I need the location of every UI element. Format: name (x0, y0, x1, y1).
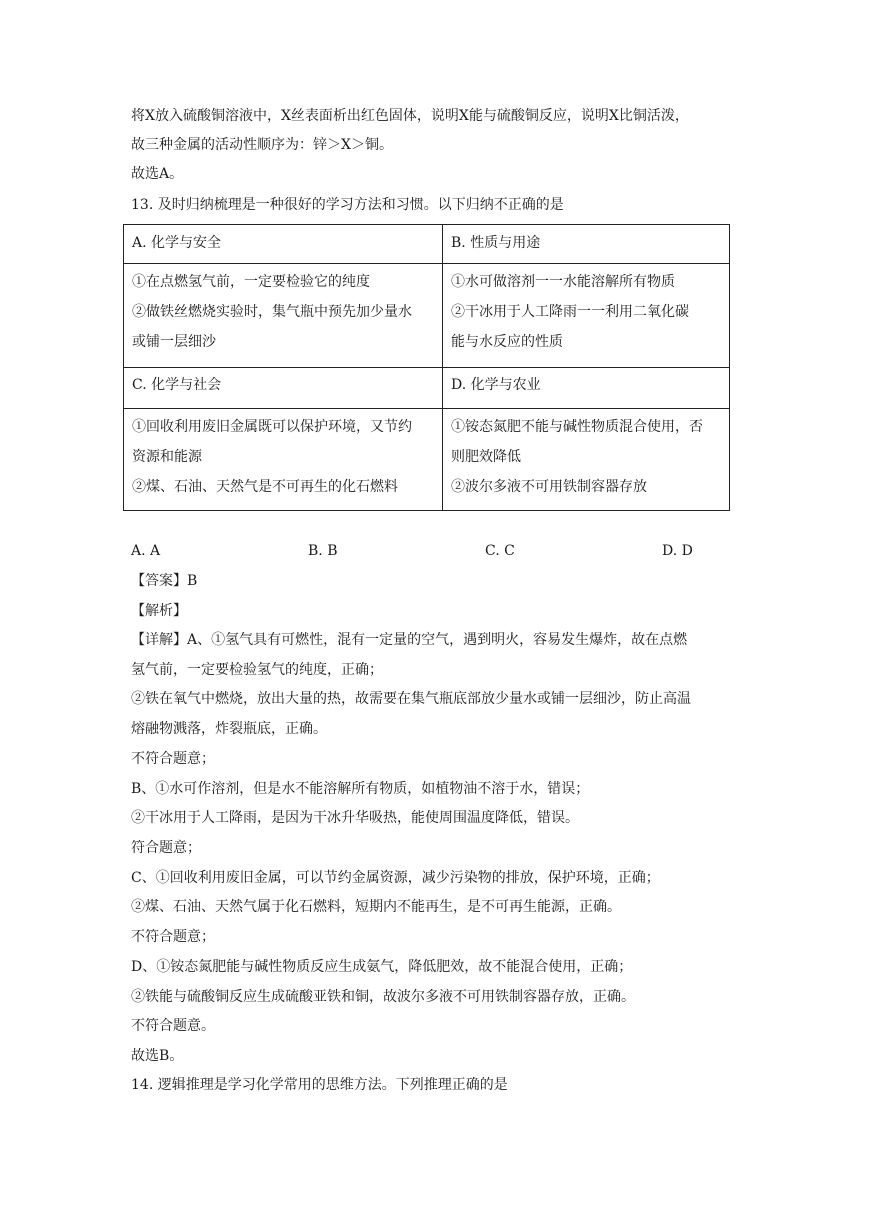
table-cell-b-content (443, 264, 731, 367)
question-13-stem: 13. 及时归纳梳理是一种很好的学习方法和习惯。以下归纳不正确的是 (131, 197, 564, 213)
option-a: A. A (131, 543, 161, 559)
table-cell-b-title (443, 225, 731, 263)
table-cell-text: B. 性质与用途 (451, 235, 541, 251)
table-cell-text: 资源和能源 (132, 449, 202, 465)
explanation-line: 不符合题意。 (131, 1018, 215, 1034)
table-cell-d-title (443, 368, 731, 408)
option-d: D. D (662, 543, 693, 559)
table-cell-text: C. 化学与社会 (132, 377, 222, 393)
table-cell-text: D. 化学与农业 (451, 377, 541, 393)
option-c: C. C (485, 543, 515, 559)
intro-line: 故三种金属的活动性顺序为：锌＞X＞铜。 (131, 137, 393, 153)
table-cell-text: A. 化学与安全 (132, 235, 222, 251)
explanation-line: 熔融物溅落，炸裂瓶底，正确。 (131, 721, 327, 737)
explanation-line: 氢气前，一定要检验氢气的纯度，正确； (131, 662, 383, 678)
explanation-line: D、①铵态氮肥能与碱性物质反应生成氨气，降低肥效，故不能混合使用，正确； (131, 959, 633, 975)
explanation-line: B、①水可作溶剂，但是水不能溶解所有物质，如植物油不溶于水，错误； (131, 781, 590, 797)
table-cell-text: ①回收利用废旧金属既可以保护环境，又节约 (132, 419, 412, 435)
analysis-label: 【解析】 (131, 603, 187, 619)
explanation-line: 不符合题意； (131, 751, 215, 767)
intro-line: 故选A。 (131, 166, 184, 182)
explanation-line: 不符合题意； (131, 929, 215, 945)
table-cell-d-content (443, 409, 731, 511)
option-b: B. B (308, 543, 338, 559)
table-cell-text: 能与水反应的性质 (451, 334, 563, 350)
explanation-line: 【详解】A、①氢气具有可燃性，混有一定量的空气，遇到明火，容易发生爆炸，故在点燃 (131, 632, 688, 648)
table-cell-text: ①水可做溶剂一一水能溶解所有物质 (451, 274, 675, 290)
explanation-line: ②铁能与硫酸铜反应生成硫酸亚铁和铜，故波尔多液不可用铁制容器存放，正确。 (131, 989, 635, 1005)
intro-line: 将X放入硫酸铜溶液中，X丝表面析出红色固体，说明X能与硫酸铜反应，说明X比铜活泼， (131, 108, 689, 124)
table-cell-text: 则肥效降低 (451, 449, 521, 465)
table-cell-text: ②煤、石油、天然气是不可再生的化石燃料 (132, 479, 398, 495)
table-cell-c-content (124, 409, 442, 511)
explanation-line: 符合题意； (131, 840, 201, 856)
explanation-line: ②铁在氧气中燃烧，放出大量的热，故需要在集气瓶底部放少量水或铺一层细沙，防止高温 (131, 691, 691, 707)
explanation-line: C、①回收利用废旧金属，可以节约金属资源，减少污染物的排放，保护环境，正确； (131, 870, 660, 886)
table-cell-text: 或铺一层细沙 (132, 334, 216, 350)
table-cell-text: ①在点燃氢气前，一定要检验它的纯度 (132, 274, 370, 290)
explanation-line: ②干冰用于人工降雨，是因为干冰升华吸热，能使周围温度降低，错误。 (131, 810, 579, 826)
table-cell-a-title (124, 225, 442, 263)
table-cell-a-content (124, 264, 442, 367)
table-cell-text: ①铵态氮肥不能与碱性物质混合使用，否 (451, 419, 703, 435)
summary-table (123, 224, 730, 511)
table-cell-text: ②做铁丝燃烧实验时，集气瓶中预先加少量水 (132, 304, 412, 320)
explanation-line: ②煤、石油、天然气属于化石燃料，短期内不能再生，是不可再生能源，正确。 (131, 899, 621, 915)
table-cell-text: ②干冰用于人工降雨一一利用二氧化碳 (451, 304, 689, 320)
table-cell-c-title (124, 368, 442, 408)
answer-label: 【答案】B (131, 573, 198, 589)
explanation-line: 故选B。 (131, 1048, 184, 1064)
question-14-stem: 14. 逻辑推理是学习化学常用的思维方法。下列推理正确的是 (131, 1077, 508, 1093)
table-cell-text: ②波尔多液不可用铁制容器存放 (451, 479, 647, 495)
